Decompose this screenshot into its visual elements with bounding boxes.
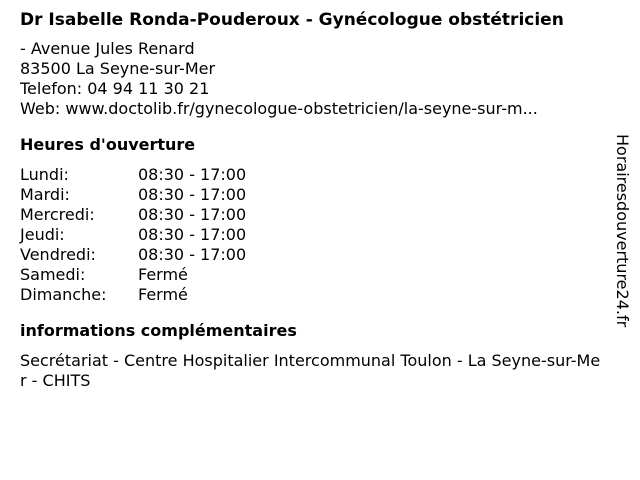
page-title: Dr Isabelle Ronda-Pouderoux - Gynécologue obstétricien <box>20 10 564 30</box>
address-block <box>20 39 606 119</box>
phone-line <box>20 79 606 99</box>
hours-value: 08:30 - 17:00 <box>138 225 247 244</box>
day-label: Lundi: <box>20 165 69 184</box>
hours-row-tuesday <box>20 185 606 205</box>
phone-label: Telefon: <box>20 79 83 98</box>
web-line <box>20 99 606 119</box>
web-label: Web: <box>20 99 61 118</box>
day-label: Dimanche: <box>20 285 107 304</box>
hours-row-monday <box>20 165 606 185</box>
opening-hours-heading: Heures d'ouverture <box>20 135 196 154</box>
hours-row-thursday <box>20 225 606 245</box>
additional-info-text: Secrétariat - Centre Hospitalier Intercommunal Toulon - La Seyne-sur-Mer - CHITS <box>20 351 601 390</box>
hours-row-wednesday <box>20 205 606 225</box>
street-address: - Avenue Jules Renard <box>20 39 195 58</box>
hours-value: 08:30 - 17:00 <box>138 205 247 224</box>
hours-row-sunday <box>20 285 606 305</box>
phone-number[interactable]: 04 94 11 30 21 <box>87 79 210 98</box>
hours-value: 08:30 - 17:00 <box>138 245 247 264</box>
business-info-card <box>20 10 606 391</box>
hours-row-friday <box>20 245 606 265</box>
day-label: Mercredi: <box>20 205 95 224</box>
additional-info-heading: informations complémentaires <box>20 321 297 340</box>
hours-row-saturday <box>20 265 606 285</box>
hours-value: 08:30 - 17:00 <box>138 165 247 184</box>
day-label: Samedi: <box>20 265 86 284</box>
opening-hours-table <box>20 165 606 305</box>
day-label: Mardi: <box>20 185 70 204</box>
site-watermark: Horairesdouverture24.fr <box>613 134 632 328</box>
hours-value: Fermé <box>138 285 188 304</box>
website-link[interactable]: www.doctolib.fr/gynecologue-obstetricien/la-seyne-sur-m... <box>65 99 538 118</box>
day-label: Jeudi: <box>20 225 65 244</box>
hours-value: Fermé <box>138 265 188 284</box>
day-label: Vendredi: <box>20 245 96 264</box>
city-address: 83500 La Seyne-sur-Mer <box>20 59 216 78</box>
hours-value: 08:30 - 17:00 <box>138 185 247 204</box>
